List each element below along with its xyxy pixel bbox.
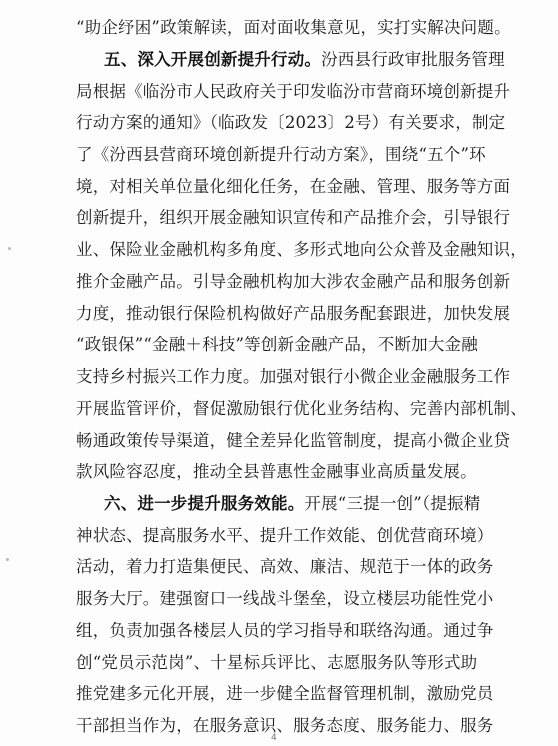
line-text: 力度，推动银行保险机构做好产品服务配套跟进，加快发展: [76, 303, 511, 323]
text-line: [76, 585, 494, 613]
page-number: 4: [271, 733, 277, 743]
line-text: 干部担当作为，在服务意识、服务态度、服务能力、服务: [76, 716, 494, 735]
line-text: 推介金融产品。引导金融机构加大涉农金融产品和服务创新: [76, 271, 511, 291]
line-text: 业、保险业金融机构多角度、多形式地向公众普及金融知识，: [76, 240, 527, 260]
text-line: [76, 649, 477, 677]
line-text: “助企纾困”政策解读，面对面收集意见，实打实解决问题。: [76, 18, 511, 37]
text-line: [76, 14, 511, 42]
section-heading-line: [104, 46, 505, 74]
text-line: [76, 427, 510, 455]
text-line: [76, 236, 527, 264]
line-text: 推党建多元化开展，进一步健全监督管理机制，激励党员: [76, 684, 494, 704]
line-text: 创“党员示范岗”、十星标兵评比、志愿服务队等形式助: [76, 652, 478, 672]
scan-speck: [6, 558, 9, 561]
section-heading-line: [104, 490, 480, 518]
line-text: 开展监管评价，督促激励银行优化业务结构、完善内部机制、: [76, 398, 527, 418]
scan-speck: [8, 247, 11, 250]
line-text: 了《汾西县营商环境创新提升行动方案》，围绕“五个”环: [76, 144, 486, 164]
line-text: 组，负责加强各楼层人员的学习指导和联络沟通。通过争: [76, 620, 494, 640]
line-text: 畅通政策传导渠道，健全差异化监管制度，提高小微企业贷: [76, 430, 511, 450]
line-text: 境，对相关单位量化细化任务，在金融、管理、服务等方面: [76, 176, 511, 196]
text-line: [76, 331, 478, 359]
line-text: 开展“三提一创”（提振精: [304, 493, 481, 513]
line-text: 支持乡村振兴工作力度。加强对银行小微企业金融服务工作: [76, 367, 511, 386]
text-line: [76, 363, 510, 391]
text-line: [76, 300, 510, 328]
line-text: 服务大厅。建强窗口一线战斗堡垒，设立楼层功能性党小: [76, 589, 494, 609]
line-text: 神状态、提高服务水平、提升工作效能、创优营商环境）: [76, 525, 494, 545]
text-line: [76, 680, 494, 708]
text-line: [76, 204, 510, 232]
text-line: [76, 553, 494, 581]
line-text: 活动，着力打造集便民、高效、廉洁、规范于一体的政务: [76, 557, 494, 577]
section-heading: 六、进一步提升服务效能。: [104, 493, 305, 513]
text-line: [76, 173, 510, 201]
line-text: 局根据《临汾市人民政府关于印发临汾市营商环境创新提升: [76, 81, 511, 101]
line-text: 创新提升，组织开展金融知识宣传和产品推介会，引导银行: [76, 208, 511, 228]
section-heading: 五、深入开展创新提升行动。: [104, 49, 322, 69]
line-text: 汾西县行政审批服务管理: [321, 49, 505, 69]
line-text: 行动方案的通知》（临政发〔2023〕2号）有关要求，制定: [76, 113, 506, 133]
text-line: [76, 141, 486, 169]
text-line: [76, 458, 477, 486]
text-line: [76, 268, 510, 296]
line-text: “政银保”“金融＋科技”等创新金融产品，不断加大金融: [76, 335, 478, 355]
text-line: [76, 617, 494, 645]
text-line: [76, 395, 527, 423]
text-line: [76, 78, 510, 106]
text-line: [76, 522, 494, 550]
line-text: 款风险容忍度，推动全县普惠性金融事业高质量发展。: [76, 462, 477, 482]
text-line: [76, 712, 494, 740]
text-line: [76, 109, 505, 137]
